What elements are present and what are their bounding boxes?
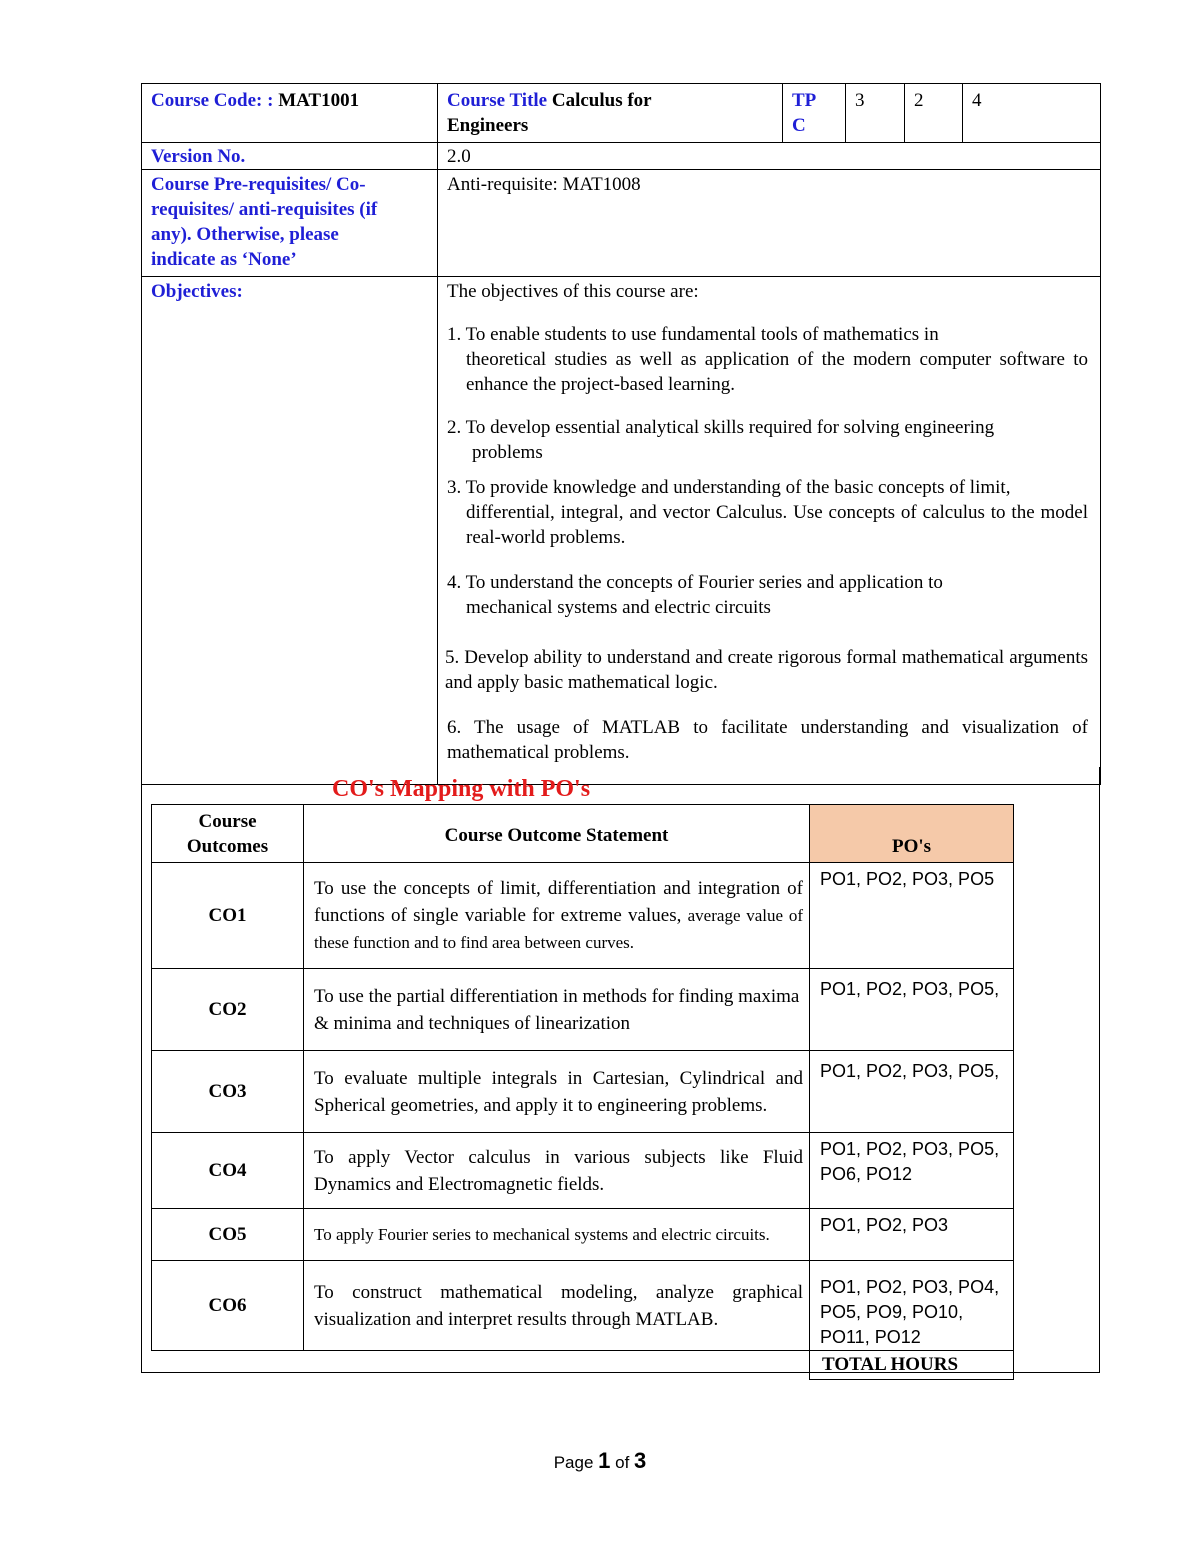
co-pos: PO1, PO2, PO3 [810, 1209, 1014, 1261]
total-blank [152, 1351, 810, 1380]
statement-header: Course Outcome Statement [304, 805, 810, 863]
prereq-value: Anti-requisite: MAT1008 [438, 170, 1101, 277]
outcomes-header [152, 805, 304, 863]
course-title-cell [438, 84, 783, 143]
objectives-cell [438, 277, 1101, 785]
co-pos: PO1, PO2, PO3, PO5 [810, 863, 1014, 969]
co-statement-main: To use the partial differentiation in methods for finding maxima & minima and techniques of linearization [314, 985, 800, 1034]
co-statement [304, 863, 810, 969]
co-statement [304, 1051, 810, 1133]
co-statement-main: To evaluate multiple integrals in Cartesian, Cylindrical and Spherical geometries, and apply it to engineering problems. [314, 1067, 803, 1116]
objective-first: 2. To develop essential analytical skills required for solving engineering [447, 417, 995, 438]
objective-item [447, 570, 1088, 620]
objective-rest: mechanical systems and electric circuits [466, 597, 771, 618]
outcomes-header-line2: Outcomes [186, 835, 269, 857]
co-pos: PO1, PO2, PO3, PO5, [810, 1051, 1014, 1133]
objective-item [447, 322, 1088, 397]
tpc-label-2: C [792, 115, 806, 136]
co-code: CO5 [152, 1209, 304, 1261]
c-value: 4 [963, 84, 1101, 143]
co-pos: PO1, PO2, PO3, PO5, [810, 969, 1014, 1051]
t-value: 3 [846, 84, 905, 143]
co-statement [304, 1133, 810, 1209]
co-code: CO2 [152, 969, 304, 1051]
co-statement-main: To apply Vector calculus in various subjects like Fluid Dynamics and Electromagnetic fields. [314, 1146, 803, 1195]
course-info-table [141, 83, 1101, 785]
prereq-label-line: indicate as ‘None’ [151, 249, 297, 270]
page-footer [0, 1448, 1200, 1474]
course-code-value: MAT1001 [278, 90, 360, 111]
prereq-label-cell [142, 170, 438, 277]
co-statement-small: To apply Fourier series to mechanical systems and electric circuits. [314, 1225, 770, 1244]
co-statement [304, 1261, 810, 1351]
footer-total-pages: 3 [634, 1448, 647, 1473]
tpc-label-cell [783, 84, 846, 143]
co-mapping-title: CO's Mapping with PO's [332, 776, 591, 802]
tpc-label-1: TP [792, 90, 817, 111]
total-hours: TOTAL HOURS [810, 1351, 1014, 1380]
co-code: CO3 [152, 1051, 304, 1133]
co-statement-main: To construct mathematical modeling, analyze graphical visualization and interpret results through MATLAB. [314, 1281, 803, 1330]
course-code-cell [142, 84, 438, 143]
co-pos: PO1, PO2, PO3, PO5, PO6, PO12 [810, 1133, 1014, 1209]
objectives-intro: The objectives of this course are: [447, 281, 699, 302]
prereq-label-line: Course Pre-requisites/ Co- [151, 174, 366, 195]
co-code: CO1 [152, 863, 304, 969]
co-statement [304, 969, 810, 1051]
prereq-label-line: any). Otherwise, please [151, 224, 339, 245]
co-statement-main: To use the concepts of limit, differentiation and integration of functions of single variable for extreme values, [314, 878, 803, 926]
objective-first: 1. To enable students to use fundamental tools of mathematics in [447, 324, 939, 345]
objective-item [447, 415, 1088, 465]
co-statement-small: average value of these function and to find area between curves. [314, 906, 803, 952]
co-code: CO6 [152, 1261, 304, 1351]
outcomes-header-line1: Course [198, 810, 257, 832]
course-title-value-1: Calculus for [551, 90, 652, 111]
course-code-label: Course Code: : [151, 90, 274, 111]
objective-item [445, 645, 1088, 695]
objective-first: 3. To provide knowledge and understanding of the basic concepts of limit, [447, 477, 1011, 498]
objective-item [447, 715, 1088, 765]
objective-rest: problems [472, 442, 543, 463]
course-title-value-2: Engineers [447, 115, 529, 136]
course-title-label: Course Title [447, 90, 548, 111]
pos-header: PO's [810, 805, 1014, 863]
co-mapping-table [151, 804, 1014, 1380]
version-value: 2.0 [438, 143, 1101, 170]
footer-of-word: of [615, 1453, 630, 1472]
objective-first: 6. The usage of MATLAB to facilitate understanding and visualization of mathematical problems. [447, 717, 1088, 763]
objective-item [447, 475, 1088, 550]
co-statement [304, 1209, 810, 1261]
prereq-label-line: requisites/ anti-requisites (if [151, 199, 378, 220]
co-pos: PO1, PO2, PO3, PO4, PO5, PO9, PO10, PO11, PO12 [810, 1261, 1014, 1351]
footer-page-word: Page [553, 1453, 594, 1472]
objectives-label: Objectives: [142, 277, 438, 785]
footer-current-page: 1 [598, 1448, 611, 1473]
objective-first: 5. Develop ability to understand and create rigorous formal mathematical arguments and apply basic mathematical logic. [445, 647, 1088, 693]
objective-rest: differential, integral, and vector Calculus. Use concepts of calculus to the model real-world problems. [466, 502, 1088, 548]
p-value: 2 [905, 84, 963, 143]
objective-rest: theoretical studies as well as application of the modern computer software to enhance the project-based learning. [466, 349, 1088, 395]
objective-first: 4. To understand the concepts of Fourier series and application to [447, 572, 943, 593]
co-code: CO4 [152, 1133, 304, 1209]
version-label: Version No. [142, 143, 438, 170]
